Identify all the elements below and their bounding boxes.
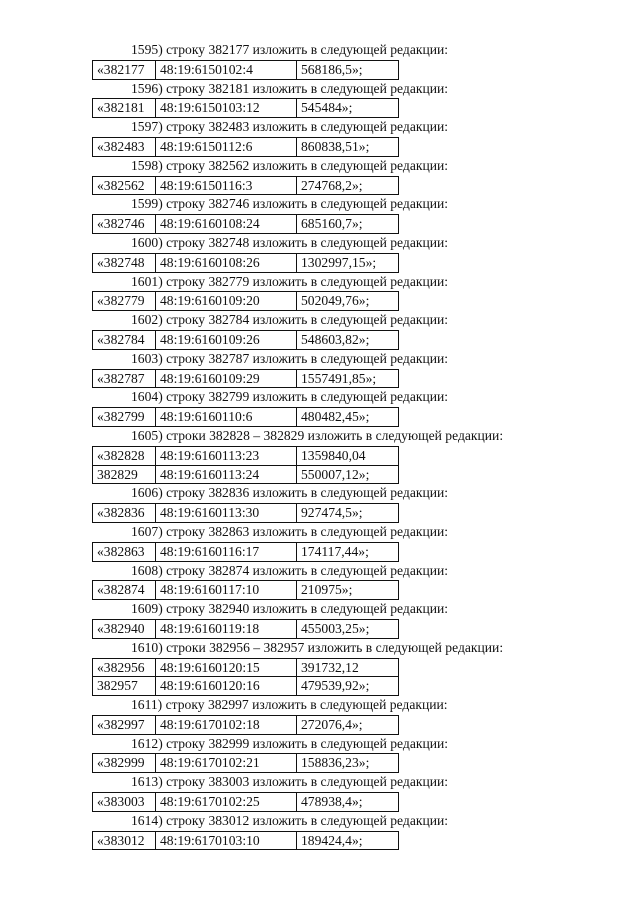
table-row bbox=[93, 504, 399, 523]
amendment-heading: 1607) строку 382863 изложить в следующей редакции: bbox=[131, 523, 449, 539]
amendment-heading: 1598) строку 382562 изложить в следующей редакции: bbox=[131, 157, 449, 173]
table-row bbox=[93, 446, 399, 465]
row-number-cell: «382483 bbox=[93, 137, 156, 156]
amendment-heading: 1613) строку 383003 изложить в следующей редакции: bbox=[131, 774, 449, 790]
cadastral-number-cell: 48:19:6170102:21 bbox=[156, 754, 297, 773]
row-number-cell: «383003 bbox=[93, 793, 156, 812]
amendment-heading: 1595) строку 382177 изложить в следующей редакции: bbox=[131, 42, 449, 57]
value-cell: 502049,76»; bbox=[297, 292, 399, 311]
table-row bbox=[93, 465, 399, 484]
amendment-block bbox=[0, 523, 640, 562]
value-cell: 391732,12 bbox=[297, 658, 399, 677]
cadastral-number-cell: 48:19:6160113:23 bbox=[156, 446, 297, 465]
value-cell: 548603,82»; bbox=[297, 330, 399, 349]
table-row bbox=[93, 658, 399, 677]
value-cell: 158836,23»; bbox=[297, 754, 399, 773]
cadastral-number-cell: 48:19:6160109:26 bbox=[156, 330, 297, 349]
table-row bbox=[93, 99, 399, 118]
table-row bbox=[93, 60, 399, 79]
row-number-cell: «382999 bbox=[93, 754, 156, 773]
amendment-block bbox=[0, 311, 640, 350]
amendment-heading: 1601) строку 382779 изложить в следующей редакции: bbox=[131, 273, 449, 289]
amendment-table bbox=[92, 446, 399, 485]
amendment-block bbox=[0, 735, 640, 774]
cadastral-number-cell: 48:19:6160109:29 bbox=[156, 369, 297, 388]
amendment-block bbox=[0, 234, 640, 273]
cadastral-number-cell: 48:19:6170103:10 bbox=[156, 831, 297, 850]
row-number-cell: «382997 bbox=[93, 715, 156, 734]
cadastral-number-cell: 48:19:6160108:24 bbox=[156, 215, 297, 234]
amendment-heading: 1605) строки 382828 – 382829 изложить в следующей редакции: bbox=[131, 427, 504, 443]
cadastral-number-cell: 48:19:6160120:16 bbox=[156, 677, 297, 696]
amendment-heading: 1609) строку 382940 изложить в следующей редакции: bbox=[131, 601, 449, 617]
amendment-block bbox=[0, 273, 640, 312]
table-row bbox=[93, 253, 399, 272]
amendment-heading: 1614) строку 383012 изложить в следующей редакции: bbox=[131, 812, 449, 828]
row-number-cell: «382746 bbox=[93, 215, 156, 234]
row-number-cell: «382836 bbox=[93, 504, 156, 523]
value-cell: 1302997,15»; bbox=[297, 253, 399, 272]
value-cell: 174117,44»; bbox=[297, 542, 399, 561]
value-cell: 479539,92»; bbox=[297, 677, 399, 696]
amendment-table bbox=[92, 792, 399, 812]
cadastral-number-cell: 48:19:6150112:6 bbox=[156, 137, 297, 156]
amendment-block bbox=[0, 350, 640, 389]
amendment-heading: 1600) строку 382748 изложить в следующей редакции: bbox=[131, 234, 449, 250]
amendment-table bbox=[92, 658, 399, 697]
amendment-table bbox=[92, 369, 399, 389]
amendment-table bbox=[92, 330, 399, 350]
cadastral-number-cell: 48:19:6160119:18 bbox=[156, 619, 297, 638]
table-row bbox=[93, 292, 399, 311]
amendment-table bbox=[92, 291, 399, 311]
amendment-heading: 1596) строку 382181 изложить в следующей редакции: bbox=[131, 80, 449, 96]
amendment-heading: 1603) строку 382787 изложить в следующей редакции: bbox=[131, 350, 449, 366]
amendment-heading: 1608) строку 382874 изложить в следующей редакции: bbox=[131, 562, 449, 578]
row-number-cell: «382956 bbox=[93, 658, 156, 677]
value-cell: 927474,5»; bbox=[297, 504, 399, 523]
value-cell: 274768,2»; bbox=[297, 176, 399, 195]
value-cell: 480482,45»; bbox=[297, 408, 399, 427]
amendment-block bbox=[0, 562, 640, 601]
amendment-table bbox=[92, 542, 399, 562]
amendment-block bbox=[0, 427, 640, 484]
row-number-cell: «382181 bbox=[93, 99, 156, 118]
table-row bbox=[93, 408, 399, 427]
row-number-cell: «382779 bbox=[93, 292, 156, 311]
cadastral-number-cell: 48:19:6160109:20 bbox=[156, 292, 297, 311]
table-row bbox=[93, 715, 399, 734]
amendment-table bbox=[92, 831, 399, 851]
table-row bbox=[93, 542, 399, 561]
table-row bbox=[93, 793, 399, 812]
cadastral-number-cell: 48:19:6160120:15 bbox=[156, 658, 297, 677]
table-row bbox=[93, 581, 399, 600]
row-number-cell: «382784 bbox=[93, 330, 156, 349]
amendment-block bbox=[0, 80, 640, 119]
table-row bbox=[93, 831, 399, 850]
amendment-table bbox=[92, 619, 399, 639]
value-cell: 478938,4»; bbox=[297, 793, 399, 812]
table-row bbox=[93, 677, 399, 696]
amendment-heading: 1599) строку 382746 изложить в следующей редакции: bbox=[131, 196, 449, 212]
cadastral-number-cell: 48:19:6150102:4 bbox=[156, 60, 297, 79]
amendment-heading: 1612) строку 382999 изложить в следующей редакции: bbox=[131, 735, 449, 751]
cadastral-number-cell: 48:19:6160113:24 bbox=[156, 465, 297, 484]
amendment-block bbox=[0, 157, 640, 196]
cadastral-number-cell: 48:19:6160113:30 bbox=[156, 504, 297, 523]
amendment-block bbox=[0, 696, 640, 735]
cadastral-number-cell: 48:19:6150116:3 bbox=[156, 176, 297, 195]
table-row bbox=[93, 330, 399, 349]
row-number-cell: 382957 bbox=[93, 677, 156, 696]
cadastral-number-cell: 48:19:6160110:6 bbox=[156, 408, 297, 427]
value-cell: 545484»; bbox=[297, 99, 399, 118]
table-row bbox=[93, 137, 399, 156]
value-cell: 860838,51»; bbox=[297, 137, 399, 156]
value-cell: 550007,12»; bbox=[297, 465, 399, 484]
cadastral-number-cell: 48:19:6170102:18 bbox=[156, 715, 297, 734]
row-number-cell: «382177 bbox=[93, 60, 156, 79]
document-page bbox=[0, 41, 640, 850]
cadastral-number-cell: 48:19:6170102:25 bbox=[156, 793, 297, 812]
amendment-table bbox=[92, 715, 399, 735]
amendment-block bbox=[0, 195, 640, 234]
value-cell: 272076,4»; bbox=[297, 715, 399, 734]
value-cell: 210975»; bbox=[297, 581, 399, 600]
cadastral-number-cell: 48:19:6160116:17 bbox=[156, 542, 297, 561]
value-cell: 455003,25»; bbox=[297, 619, 399, 638]
amendment-table bbox=[92, 176, 399, 196]
value-cell: 189424,4»; bbox=[297, 831, 399, 850]
amendment-block bbox=[0, 41, 640, 80]
amendment-heading: 1597) строку 382483 изложить в следующей редакции: bbox=[131, 119, 449, 135]
amendment-table bbox=[92, 137, 399, 157]
amendment-block bbox=[0, 812, 640, 851]
value-cell: 1557491,85»; bbox=[297, 369, 399, 388]
amendment-block bbox=[0, 388, 640, 427]
amendment-heading: 1604) строку 382799 изложить в следующей редакции: bbox=[131, 389, 449, 405]
row-number-cell: 382829 bbox=[93, 465, 156, 484]
value-cell: 568186,5»; bbox=[297, 60, 399, 79]
table-row bbox=[93, 754, 399, 773]
amendment-table bbox=[92, 60, 399, 80]
table-row bbox=[93, 369, 399, 388]
row-number-cell: «382940 bbox=[93, 619, 156, 638]
amendment-block bbox=[0, 639, 640, 696]
amendment-table bbox=[92, 503, 399, 523]
row-number-cell: «382562 bbox=[93, 176, 156, 195]
amendment-heading: 1602) строку 382784 изложить в следующей редакции: bbox=[131, 312, 449, 328]
amendment-table bbox=[92, 253, 399, 273]
amendment-block bbox=[0, 773, 640, 812]
row-number-cell: «382799 bbox=[93, 408, 156, 427]
table-row bbox=[93, 215, 399, 234]
row-number-cell: «382863 bbox=[93, 542, 156, 561]
amendment-table bbox=[92, 214, 399, 234]
cadastral-number-cell: 48:19:6160117:10 bbox=[156, 581, 297, 600]
row-number-cell: «383012 bbox=[93, 831, 156, 850]
amendment-heading: 1611) строку 382997 изложить в следующей редакции: bbox=[131, 697, 448, 713]
row-number-cell: «382828 bbox=[93, 446, 156, 465]
amendment-table bbox=[92, 98, 399, 118]
amendment-heading: 1606) строку 382836 изложить в следующей редакции: bbox=[131, 485, 449, 501]
amendment-table bbox=[92, 580, 399, 600]
row-number-cell: «382787 bbox=[93, 369, 156, 388]
table-row bbox=[93, 176, 399, 195]
value-cell: 1359840,04 bbox=[297, 446, 399, 465]
amendment-block bbox=[0, 600, 640, 639]
cadastral-number-cell: 48:19:6150103:12 bbox=[156, 99, 297, 118]
value-cell: 685160,7»; bbox=[297, 215, 399, 234]
amendment-heading: 1610) строки 382956 – 382957 изложить в следующей редакции: bbox=[131, 639, 504, 655]
amendment-block bbox=[0, 484, 640, 523]
row-number-cell: «382874 bbox=[93, 581, 156, 600]
amendment-table bbox=[92, 407, 399, 427]
row-number-cell: «382748 bbox=[93, 253, 156, 272]
table-row bbox=[93, 619, 399, 638]
cadastral-number-cell: 48:19:6160108:26 bbox=[156, 253, 297, 272]
amendment-block bbox=[0, 118, 640, 157]
amendment-table bbox=[92, 753, 399, 773]
